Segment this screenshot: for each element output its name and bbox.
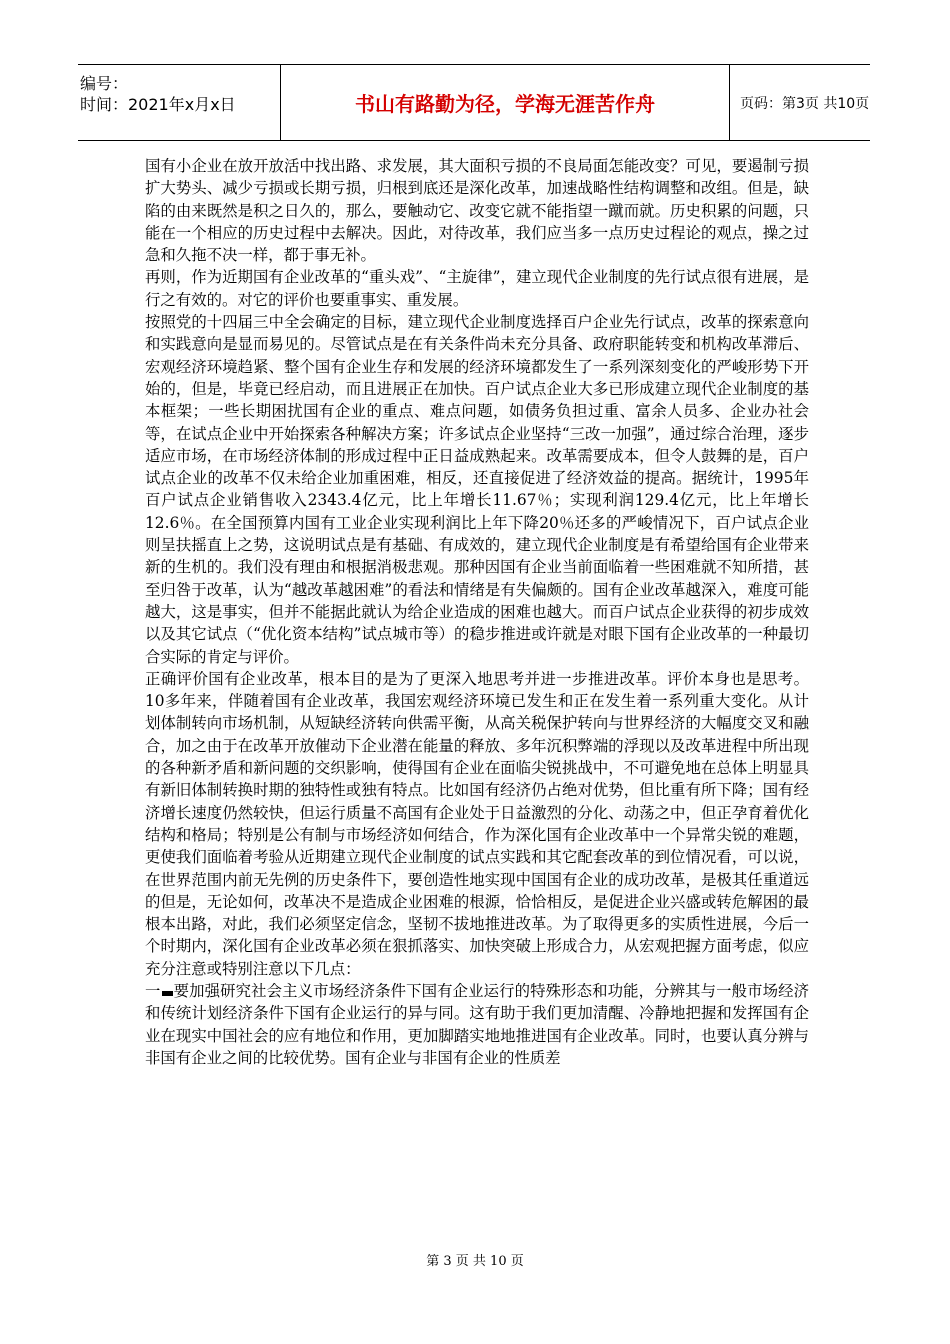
header-page-info: 页码：第3页 共10页 [740, 95, 870, 112]
body-paragraph-5-text: 要加强研究社会主义市场经济条件下国有企业运行的特殊形态和功能，分辨其与一般市场经济和传统计划经济条件下国有企业运行的异与同。这有助于我们更加清醒、冷静地把握和发挥国有企业在现实中国社会的应有地位和作用，更加脚踏实地地推进国有企业改革。同时，也要认真分辨与非国有企业之间的比较优势。国有企业与非国有企业的性质差 [145, 981, 809, 1067]
document-body [145, 155, 809, 1069]
list-marker-icon [162, 991, 173, 996]
header-meta [78, 65, 280, 140]
list-prefix: 一 [145, 981, 161, 1000]
body-paragraph-4: 正确评价国有企业改革，根本目的是为了更深入地思考并进一步推进改革。评价本身也是思考。10多年来，伴随着国有企业改革，我国宏观经济环境已发生和正在发生着一系列重大变化。从计划体制转向市场机制，从短缺经济转向供需平衡，从高关税保护转向与世界经济的大幅度交叉和融合，加之由于在改革开放催动下企业潜在能量的释放、多年沉积弊端的浮现以及改革进程中所出现的各种新矛盾和新问题的交织影响，使得国有企业在面临尖锐挑战中，不可避免地在总体上明显具有新旧体制转换时期的独特性或独有特点。比如国有经济仍占绝对优势，但比重有所下降；国有经济增长速度仍然较快，但运行质量不高国有企业处于日益激烈的分化、动荡之中，但正孕育着优化结构和格局；特别是公有制与市场经济如何结合，作为深化国有企业改革中一个异常尖锐的难题，更使我们面临着考验从近期建立现代企业制度的试点实践和其它配套改革的到位情况看，可以说，在世界范围内前无先例的历史条件下，要创造性地实现中国国有企业的成功改革，是极其任重道远的但是，无论如何，改革决不是造成企业困难的根源，恰恰相反，是促进企业兴盛或转危解困的最根本出路，对此，我们必须坚定信念，坚韧不拔地推进改革。为了取得更多的实质性进展，今后一个时期内，深化国有企业改革必须在狠抓落实、加快突破上形成合力，从宏观把握方面考虑，似应充分注意或特别注意以下几点： [145, 669, 809, 978]
page-footer: 第 3 页 共 10 页 [426, 1254, 524, 1269]
body-paragraph-1: 国有小企业在放开放活中找出路、求发展，其大面积亏损的不良局面怎能改变？可见，要遏制亏损扩大势头、减少亏损或长期亏损，归根到底还是深化改革，加速战略性结构调整和改组。但是，缺陷的由来既然是积之日久的，那么，要触动它、改变它就不能指望一蹴而就。历史积累的问题，只能在一个相应的历史过程中去解决。因此，对待改革，我们应当多一点历史过程论的观点，操之过急和久拖不决一样，都于事无补。 [145, 157, 809, 265]
document-time-label: 时间：2021年x月x日 [80, 95, 236, 114]
document-number-label: 编号： [80, 74, 129, 93]
header-motto: 书山有路勤为径，学海无涯苦作舟 [280, 65, 730, 140]
body-paragraph-3: 按照党的十四届三中全会确定的目标，建立现代企业制度选择百户企业先行试点，改革的探索意向和实践意向是显而易见的。尽管试点是在有关条件尚未充分具备、政府职能转变和机构改革滞后、宏观经济环境趋紧、整个国有企业生存和发展的经济环境都发生了一系列深刻变化的严峻形势下开始的，但是，毕竟已经启动，而且进展正在加快。百户试点企业大多已形成建立现代企业制度的基本框架；一些长期困扰国有企业的重点、难点问题，如债务负担过重、富余人员多、企业办社会等，在试点企业中开始探索各种解决方案；许多试点企业坚持“三改一加强”，通过综合治理，逐步适应市场，在市场经济体制的形成过程中正日益成熟起来。改革需要成本，但令人鼓舞的是，百户试点企业的改革不仅未给企业加重困难，相反，还直接促进了经济效益的提高。据统计，1995年百户试点企业销售收入2343.4亿元，比上年增长11.67％；实现利润129.4亿元，比上年增长12.6％。在全国预算内国有工业企业实现利润比上年下降20％还多的严峻情况下，百户试点企业则呈扶摇直上之势，这说明试点是有基础、有成效的，建立现代企业制度是有希望给国有企业带来新的生机的。我们没有理由和根据消极悲观。那种因国有企业当前面临着一些困难就不知所措，甚至归咎于改革，认为“越改革越困难”的看法和情绪是有失偏颇的。国有企业改革越深入，难度可能越大，这是事实，但并不能据此就认为给企业造成的困难也越大。而百户试点企业获得的初步成效以及其它试点（“优化资本结构”试点城市等）的稳步推进或许就是对眼下国有企业改革的一种最切合实际的肯定与评价。 [145, 313, 809, 666]
body-paragraph-5 [145, 980, 809, 1069]
page-header [78, 64, 870, 141]
body-paragraph-2: 再则，作为近期国有企业改革的“重头戏”、“主旋律”，建立现代企业制度的先行试点很有进展，是行之有效的。对它的评价也要重事实、重发展。 [145, 268, 809, 309]
